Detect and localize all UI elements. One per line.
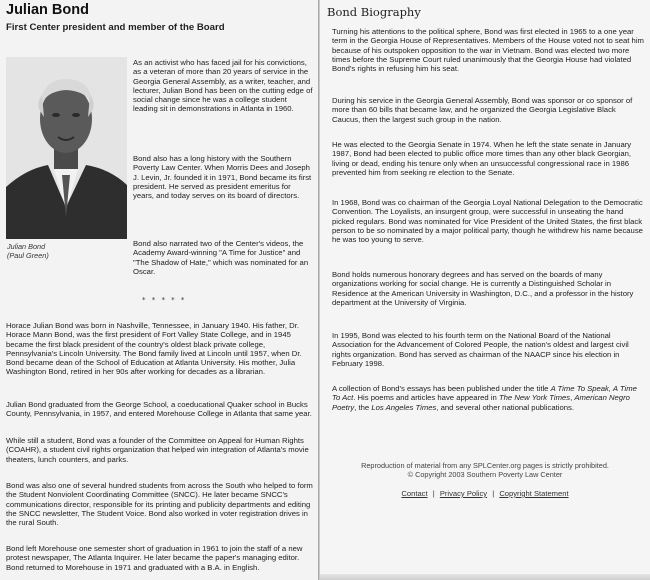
footer-notice — [320, 461, 650, 479]
biography-paragraph: Turning his attentions to the political sphere, Bond was first elected in 1965 to a one year term in the Georgia House of Representatives. Members of the House voted not to seat him because of his outspoken opposition to the war in Vietnam. Bond was elected two more times before the Supreme Court ruled unanimously that the Georgia House had violated Bond's rights in refusing him his seat. — [332, 27, 644, 74]
side-paragraph: As an activist who has faced jail for his convictions, as a veteran of more than 20 years of service in the Georgia General Assembly, as a writer, teacher, and lecturer, Julian Bond has been on the cutting edge of social change since he was a college student leading sit in demonstrations in Atlanta in 1960. — [133, 58, 313, 114]
body-paragraph: Bond was also one of several hundred students from across the South who helped to form the Student Nonviolent Coordinating Committee (SNCC). He later became SNCC's communications director, responsible for its printing and publicity departments and editing the SNCC newsletter, The Student Voice. Bond also worked in voter registration drives in the rural South. — [6, 481, 313, 528]
publication-name: American Negro Poetry — [332, 393, 630, 412]
portrait-photo — [6, 57, 127, 239]
publication-name: The New York Times — [498, 393, 571, 403]
caption-name: Julian Bond — [7, 242, 46, 251]
side-paragraph: Bond also narrated two of the Center's videos, the Academy Award-winning "A Time for Justice" and "The Shadow of Hate," which was nominated for an Oscar. — [133, 239, 309, 276]
link-separator: | — [432, 489, 435, 498]
body-paragraph: While still a student, Bond was a founder of the Committee on Appeal for Human Rights (COAHR), a student civil rights organization that helped win integration of Atlanta's movie theaters, lunch counters, and parks. — [6, 436, 309, 464]
publication-name: Los Angeles Times — [371, 402, 437, 412]
biography-paragraph: In 1995, Bond was elected to his fourth term on the National Board of the National Association for the Advancement of Colored People, the nation's oldest and largest civil rights organization. Bond has served as chairman of the NAACP since his election in February 1998. — [332, 331, 629, 368]
page-title: Julian Bond — [6, 2, 89, 18]
biography-paragraph: During his service in the Georgia General Assembly, Bond was sponsor or co sponsor of more than 60 bills that became law, and he organized the Georgia Legislative Black Caucus, then the largest such group in the nation. — [332, 96, 633, 124]
biography-paragraph: Bond holds numerous honorary degrees and has served on the boards of many organizations working for social change. He is currently a Distinguished Scholar in Residence at the American University in Washington, D.C., and a professor in the history department at the University of Virginia. — [332, 270, 634, 307]
body-paragraph: Julian Bond graduated from the George School, a coeducational Quaker school in Bucks County, Pennsylvania, in 1957, and entered Morehouse College in Atlanta that same year. — [6, 400, 312, 419]
link-separator: | — [492, 489, 495, 498]
photo-caption — [7, 242, 49, 260]
privacy-policy-link[interactable]: Privacy Policy — [439, 489, 488, 498]
reproduction-notice: Reproduction of material from any SPLCenter.org pages is strictly prohibited. — [361, 461, 609, 470]
essays-paragraph — [332, 384, 644, 412]
contact-link[interactable]: Contact — [401, 489, 428, 498]
section-title: Bond Biography — [327, 5, 421, 19]
essays-text: , — [570, 393, 575, 403]
essays-text: . His poems and articles have appeared in — [353, 393, 499, 403]
essays-text: , the — [354, 402, 372, 412]
portrait-illustration — [6, 57, 127, 239]
body-paragraph: Bond left Morehouse one semester short of graduation in 1961 to join the staff of a new protest newspaper, The Atlanta Inquirer. He later became the paper's managing editor. Bond returned to Morehouse in 1971 and graduated with a B.A. in English. — [6, 544, 303, 572]
page-edge-shadow — [320, 574, 650, 580]
footer-links — [320, 489, 650, 498]
book-title: A Time To Speak, A Time To Act — [332, 384, 637, 403]
right-page — [320, 0, 650, 580]
copyright-statement-link[interactable]: Copyright Statement — [499, 489, 569, 498]
left-page — [0, 0, 319, 580]
essays-text: A collection of Bond's essays has been published under the title — [332, 384, 551, 393]
side-paragraph: Bond also has a long history with the Southern Poverty Law Center. When Morris Dees and Joseph J. Levin, Jr. founded it in 1971, Bond became its first president. He served as president emeritus for years, and today serves on its board of directors. — [133, 154, 312, 201]
biography-paragraph: In 1968, Bond was co chairman of the Georgia Loyal National Delegation to the Democratic Convention. The Loyalists, an insurgent group, were successful in unseating the hand picked regulars. Bond was nominated for Vice President of the United States, the first black person to be so nominated by a major political party, though he withdrew his name because he was too young to serve. — [332, 198, 643, 245]
page-subtitle: First Center president and member of the Board — [6, 22, 225, 33]
copyright-notice: © Copyright 2003 Southern Poverty Law Center — [407, 470, 563, 479]
biography-paragraph: He was elected to the Georgia Senate in 1974. When he left the state senate in January 1987, Bond had been elected to public office more times than any other black Georgian, living or dead, ending his tenure only when an unsuccessful congressional race in 1986 prevented him from seeking re election to the Senate. — [332, 140, 632, 177]
section-divider: * * * * * — [142, 296, 187, 304]
caption-credit: (Paul Green) — [7, 251, 49, 260]
body-paragraph: Horace Julian Bond was born in Nashville, Tennessee, in January 1940. His father, Dr. Horace Mann Bond, was the first president of Fort Valley State College, and in 1945 became the first black president of the country's oldest black private college, Pennsylvania's Lincoln University. The Bond family lived at Lincoln until 1957, when Dr. Bond became dean of the School of Education at Atlanta University. His mother, Julia Washington Bond, retired in her 90s after working for decades as a librarian. — [6, 321, 302, 377]
essays-text: , and several other national publications. — [436, 402, 574, 412]
